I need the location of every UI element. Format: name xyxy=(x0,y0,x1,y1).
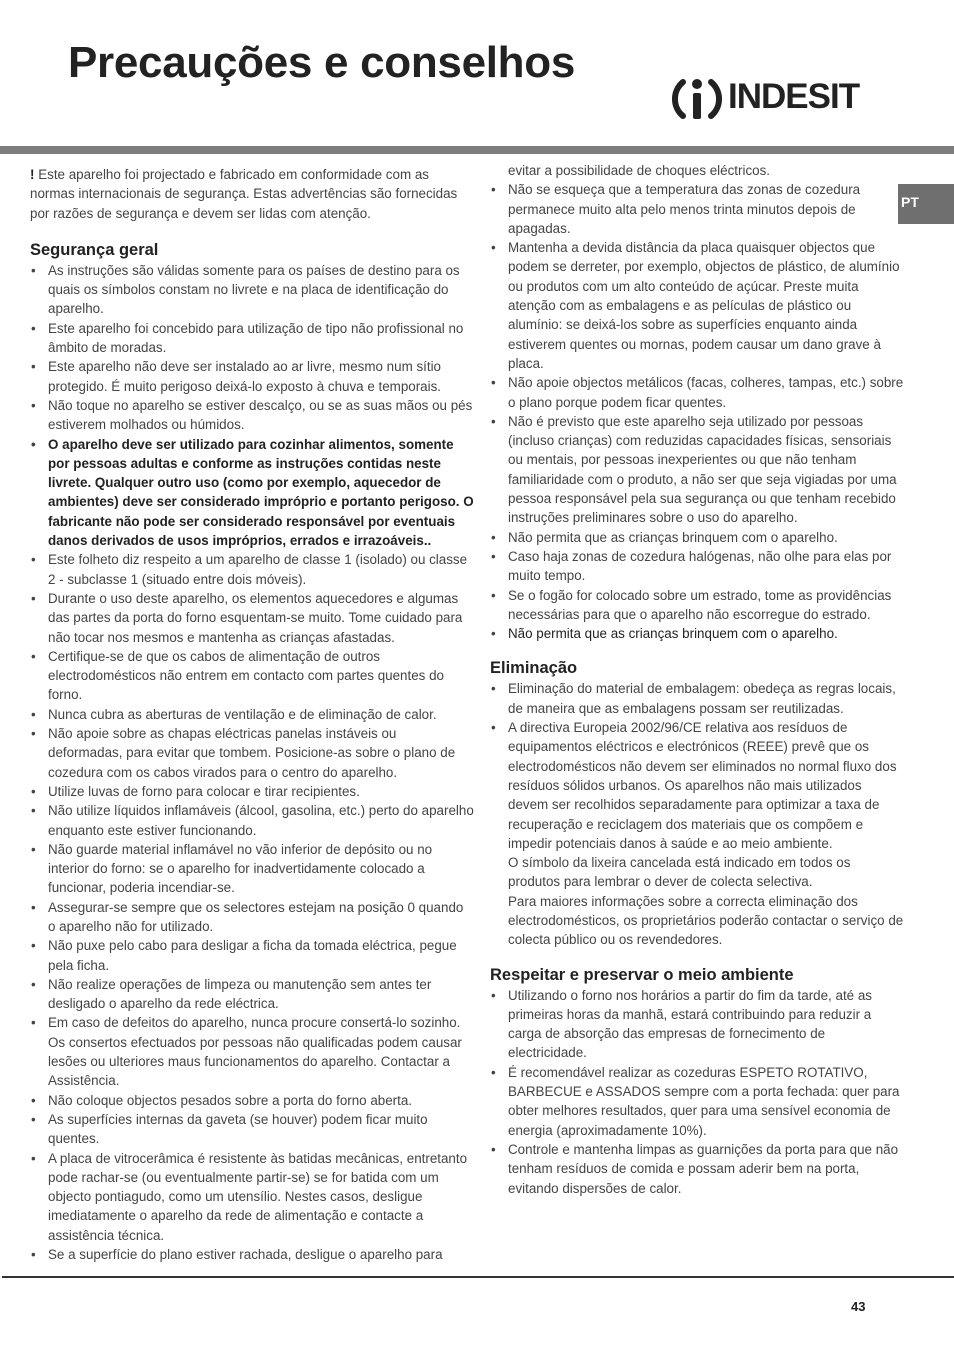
list-item: • Assegurar-se sempre que os selectores estejam na posição 0 quando o aparelho não for utilizado. xyxy=(30,898,474,937)
brand-logo xyxy=(670,72,870,126)
indesit-logo-icon xyxy=(670,72,724,126)
ambiente-list xyxy=(490,986,904,1198)
section-heading-seguranca: Segurança geral xyxy=(30,240,159,259)
section-heading-ambiente: Respeitar e preservar o meio ambiente xyxy=(490,965,794,984)
eliminacao-list xyxy=(490,679,904,949)
page-number: 43 xyxy=(851,1299,866,1314)
list-item: • As instruções são válidas somente para os países de destino para os quais os símbolos constam no livrete e na placa de identificação do aparelho. xyxy=(30,261,474,319)
list-item: • Não puxe pelo cabo para desligar a ficha da tomada eléctrica, pegue pela ficha. xyxy=(30,936,474,975)
warning-mark: ! xyxy=(30,167,35,182)
list-item: • As superfícies internas da gaveta (se houver) podem ficar muito quentes. xyxy=(30,1110,474,1149)
footer-rule xyxy=(2,1276,954,1278)
list-item-bold: • O aparelho deve ser utilizado para cozinhar alimentos, somente por pessoas adultas e conforme as instruções contidas neste livrete. Qualquer outro uso (como por exemplo, aquecedor de ambientes) deve ser considerado impróprio e portanto perigoso. O fabricante não pode ser considerado responsável por eventuais danos derivados de usos impróprios, errados e irrazoáveis.. xyxy=(30,435,474,551)
list-item: • A directiva Europeia 2002/96/CE relativa aos resíduos de equipamentos eléctricos e electrónicos (REEE) prevê que os electrodomésticos não devem ser eliminados no normal fluxo dos resíduos sólidos urbanos. Os aparelhos não mais utilizados devem ser recolhidos separadamente para optimizar a taxa de recuperação e reciclagem dos materiais que os compõem e impedir potenciais danos à saúde e ao meio ambiente. xyxy=(490,718,904,853)
right-column xyxy=(490,161,904,1198)
list-item: • Não realize operações de limpeza ou manutenção sem antes ter desligado o aparelho da rede eléctrica. xyxy=(30,975,474,1014)
list-item: • Em caso de defeitos do aparelho, nunca procure consertá-lo sozinho. Os consertos efectuados por pessoas não qualificadas podem causar lesões ou ulteriores maus funcionamentos do aparelho. Contactar a Assistência. xyxy=(30,1013,474,1090)
list-item: • Não toque no aparelho se estiver descalço, ou se as suas mãos ou pés estiverem molhados ou húmidos. xyxy=(30,396,474,435)
list-item: • Não guarde material inflamável no vão inferior de depósito ou no interior do forno: se o aparelho for inadvertidamente colocado a funcionar, poderia incendiar-se. xyxy=(30,840,474,898)
left-column xyxy=(30,165,474,1264)
section-heading-eliminacao: Eliminação xyxy=(490,659,578,678)
list-item-continued: O símbolo da lixeira cancelada está indicado em todos os produtos para lembrar o dever de colecta selectiva. xyxy=(508,855,851,890)
continuation-text: evitar a possibilidade de choques eléctricos. xyxy=(508,163,771,178)
list-item: • Não se esqueça que a temperatura das zonas de cozedura permanece muito alta pelo menos trinta minutos depois de apagadas. xyxy=(490,180,904,238)
list-item: • Utilize luvas de forno para colocar e tirar recipientes. xyxy=(30,782,474,801)
list-item: • Não apoie sobre as chapas eléctricas panelas instáveis ou deformadas, para evitar que tombem. Posicione-as sobre o plano de cozedura com os cabos virados para o centro do aparelho. xyxy=(30,724,474,782)
header-rule xyxy=(0,146,954,154)
list-item: • Não permita que as crianças brinquem com o aparelho. xyxy=(490,624,904,643)
intro-text: Este aparelho foi projectado e fabricado em conformidade com as normas internacionais de segurança. Estas advertências são fornecidas por razões de segurança e devem ser lidas com atenção. xyxy=(30,167,458,221)
brand-name: INDESIT xyxy=(728,77,860,116)
list-item: • Utilizando o forno nos horários a partir do fim da tarde, até as primeiras horas da manhã, estará contribuindo para reduzir a carga de absorção das empresas de fornecimento de electricidade. xyxy=(490,986,904,1063)
seguranca-list xyxy=(30,261,474,1264)
list-item: • Não apoie objectos metálicos (facas, colheres, tampas, etc.) sobre o plano porque podem ficar quentes. xyxy=(490,373,904,412)
list-item: • Este aparelho foi concebido para utilização de tipo não profissional no âmbito de moradas. xyxy=(30,319,474,358)
seguranca-list-continued xyxy=(490,180,904,643)
page-title: Precauções e conselhos xyxy=(68,38,575,87)
list-item: • Certifique-se de que os cabos de alimentação de outros electrodomésticos não entrem em contacto com partes quentes do forno. xyxy=(30,647,474,705)
language-tab xyxy=(898,184,954,224)
list-item: • Caso haja zonas de cozedura halógenas, não olhe para elas por muito tempo. xyxy=(490,547,904,586)
list-item: • Nunca cubra as aberturas de ventilação e de eliminação de calor. xyxy=(30,705,474,724)
list-item: • Durante o uso deste aparelho, os elementos aquecedores e algumas das partes da porta do forno esquentam-se muito. Tome cuidado para não tocar nos mesmos e mantenha as crianças afastadas. xyxy=(30,589,474,647)
list-item: • Não permita que as crianças brinquem com o aparelho. xyxy=(490,528,904,547)
list-item: • Controle e mantenha limpas as guarnições da porta para que não tenham resíduos de comida e possam aderir bem na porta, evitando dispersões de calor. xyxy=(490,1140,904,1198)
list-item: • É recomendável realizar as cozeduras ESPETO ROTATIVO, BARBECUE e ASSADOS sempre com a porta fechada: quer para obter melhores resultados, quer para uma sensível economia de energia (aproximadamente 10%). xyxy=(490,1063,904,1140)
list-item-continued: Para maiores informações sobre a correcta eliminação dos electrodomésticos, os proprietários poderão contactar o serviço de colecta público ou os revendedores. xyxy=(508,893,904,948)
list-item: • Se o fogão for colocado sobre um estrado, tome as providências necessárias para que o aparelho não escorregue do estrado. xyxy=(490,586,904,625)
list-item: • Não é previsto que este aparelho seja utilizado por pessoas (incluso crianças) com reduzidas capacidades físicas, sensoriais ou mentais, por pessoas inexperientes ou que não tenham familiaridade com o produto, a não ser que seja vigiadas por uma pessoa responsável pela sua segurança ou que tenham recebido instruções preliminares sobre o uso do aparelho. xyxy=(490,412,904,528)
list-item: • Não utilize líquidos inflamáveis (álcool, gasolina, etc.) perto do aparelho enquanto este estiver funcionando. xyxy=(30,801,474,840)
list-item: • Este folheto diz respeito a um aparelho de classe 1 (isolado) ou classe 2 - subclasse 1 (situado entre dois móveis). xyxy=(30,550,474,589)
list-item: • Não coloque objectos pesados sobre a porta do forno aberta. xyxy=(30,1091,474,1110)
list-item: • A placa de vitrocerâmica é resistente às batidas mecânicas, entretanto pode rachar-se (ou eventualmente partir-se) se for batida com um objecto pontiagudo, como um utensílio. Nestes casos, desligue imediatamente o aparelho da rede de alimentação e contacte a assistência técnica. xyxy=(30,1149,474,1245)
list-item: • Eliminação do material de embalagem: obedeça as regras locais, de maneira que as embalagens possam ser reutilizadas. xyxy=(490,679,904,718)
list-item: • Mantenha a devida distância da placa quaisquer objectos que podem se derreter, por exemplo, objectos de plástico, de alumínio ou produtos com um alto conteúdo de açúcar. Preste muita atenção com as embalagens e as películas de plástico ou alumínio: se deixá-los sobre as superfícies enquanto ainda estiverem quentes ou mornas, podem causar um dano grave à placa. xyxy=(490,238,904,373)
language-code: PT xyxy=(901,194,919,210)
intro-paragraph xyxy=(30,165,474,223)
list-item: • Se a superfície do plano estiver rachada, desligue o aparelho para xyxy=(30,1245,474,1264)
list-item: • Este aparelho não deve ser instalado ao ar livre, mesmo num sítio protegido. É muito perigoso deixá-lo exposto à chuva e temporais. xyxy=(30,357,474,396)
